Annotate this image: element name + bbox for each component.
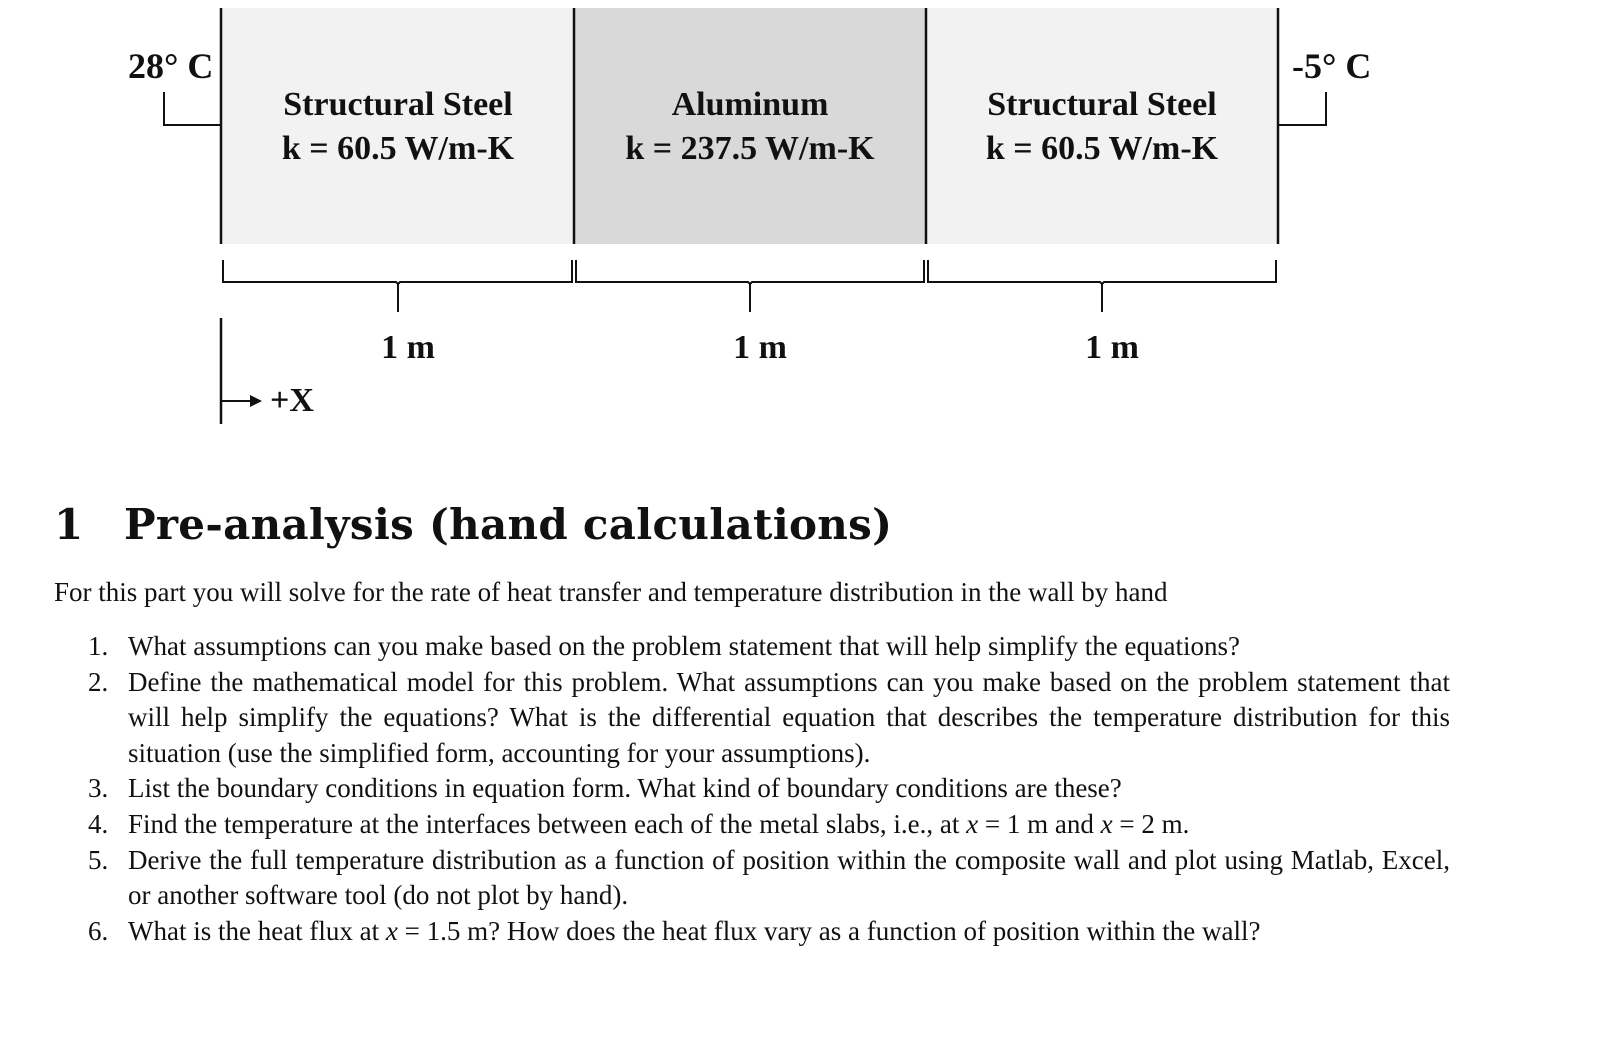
- question-text: What assumptions can you make based on the problem statement that will help simplify the equations?: [128, 631, 1240, 661]
- math-variable-x: x: [1100, 808, 1113, 839]
- question-text: Define the mathematical model for this problem. What assumptions can you make based on the problem statement that will help simplify the equations? What is the differential equation that describes the temperature distribution for this situation (use the simplified form, accounting for your assumptions).: [128, 666, 1450, 768]
- question-number: 2.: [88, 666, 109, 697]
- slab-aluminum: [574, 8, 926, 244]
- question-item: [54, 665, 1450, 772]
- question-text-end: = 1.5 m? How does the heat flux vary as a function of position within the wall?: [397, 915, 1261, 946]
- slab-2-k: k = 237.5 W/m-K: [625, 130, 875, 167]
- left-temperature-leader: [164, 92, 221, 125]
- question-item: [54, 771, 1450, 807]
- question-item: [54, 807, 1450, 843]
- length-label-2: 1 m: [733, 329, 787, 366]
- length-label-3: 1 m: [1085, 329, 1139, 366]
- section-heading: [54, 500, 892, 549]
- question-text: What is the heat flux at: [128, 915, 386, 946]
- left-temperature-label: 28° C: [128, 46, 214, 86]
- dimension-brace-1: [223, 260, 572, 312]
- question-text: List the boundary conditions in equation form. What kind of boundary conditions are these?: [128, 773, 1122, 804]
- question-item: [54, 914, 1450, 950]
- slab-2-name: Aluminum: [671, 86, 829, 123]
- question-list: [54, 629, 1450, 949]
- question-text: Find the temperature at the interfaces between each of the metal slabs, i.e., at: [128, 808, 967, 839]
- question-item: [54, 629, 1450, 665]
- question-number: 5.: [88, 844, 109, 875]
- section-number: 1: [54, 500, 84, 549]
- question-number: 1.: [88, 631, 109, 661]
- dimension-brace-3: [928, 260, 1276, 312]
- math-variable-x: x: [966, 808, 979, 839]
- composite-wall-diagram: [0, 0, 1606, 450]
- question-text-continued: = 1 m and: [978, 808, 1101, 839]
- math-variable-x: x: [385, 915, 398, 946]
- dimension-brace-2: [576, 260, 924, 312]
- section-title: Pre-analysis (hand calculations): [124, 500, 893, 549]
- intro-paragraph: For this part you will solve for the rate of heat transfer and temperature distribution in the wall by hand: [54, 577, 1168, 607]
- x-axis-label: +X: [270, 382, 314, 419]
- length-label-1: 1 m: [381, 329, 435, 366]
- slab-3-k: k = 60.5 W/m-K: [985, 130, 1219, 167]
- question-number: 3.: [88, 773, 109, 804]
- question-text-end: = 2 m.: [1112, 808, 1190, 839]
- right-temperature-label: -5° C: [1292, 46, 1372, 86]
- x-axis-arrow-head: [250, 395, 262, 407]
- slab-steel-right: [926, 8, 1278, 244]
- question-item: [54, 843, 1450, 914]
- question-number: 4.: [88, 808, 109, 839]
- slab-1-k: k = 60.5 W/m-K: [281, 130, 515, 167]
- slab-steel-left: [221, 8, 574, 244]
- question-number: 6.: [88, 915, 109, 946]
- slab-3-name: Structural Steel: [987, 86, 1217, 123]
- question-text: Derive the full temperature distribution as a function of position within the composite wall and plot using Matlab, Excel, or another software tool (do not plot by hand).: [128, 844, 1450, 911]
- slab-1-name: Structural Steel: [283, 86, 513, 123]
- right-temperature-leader: [1278, 92, 1326, 125]
